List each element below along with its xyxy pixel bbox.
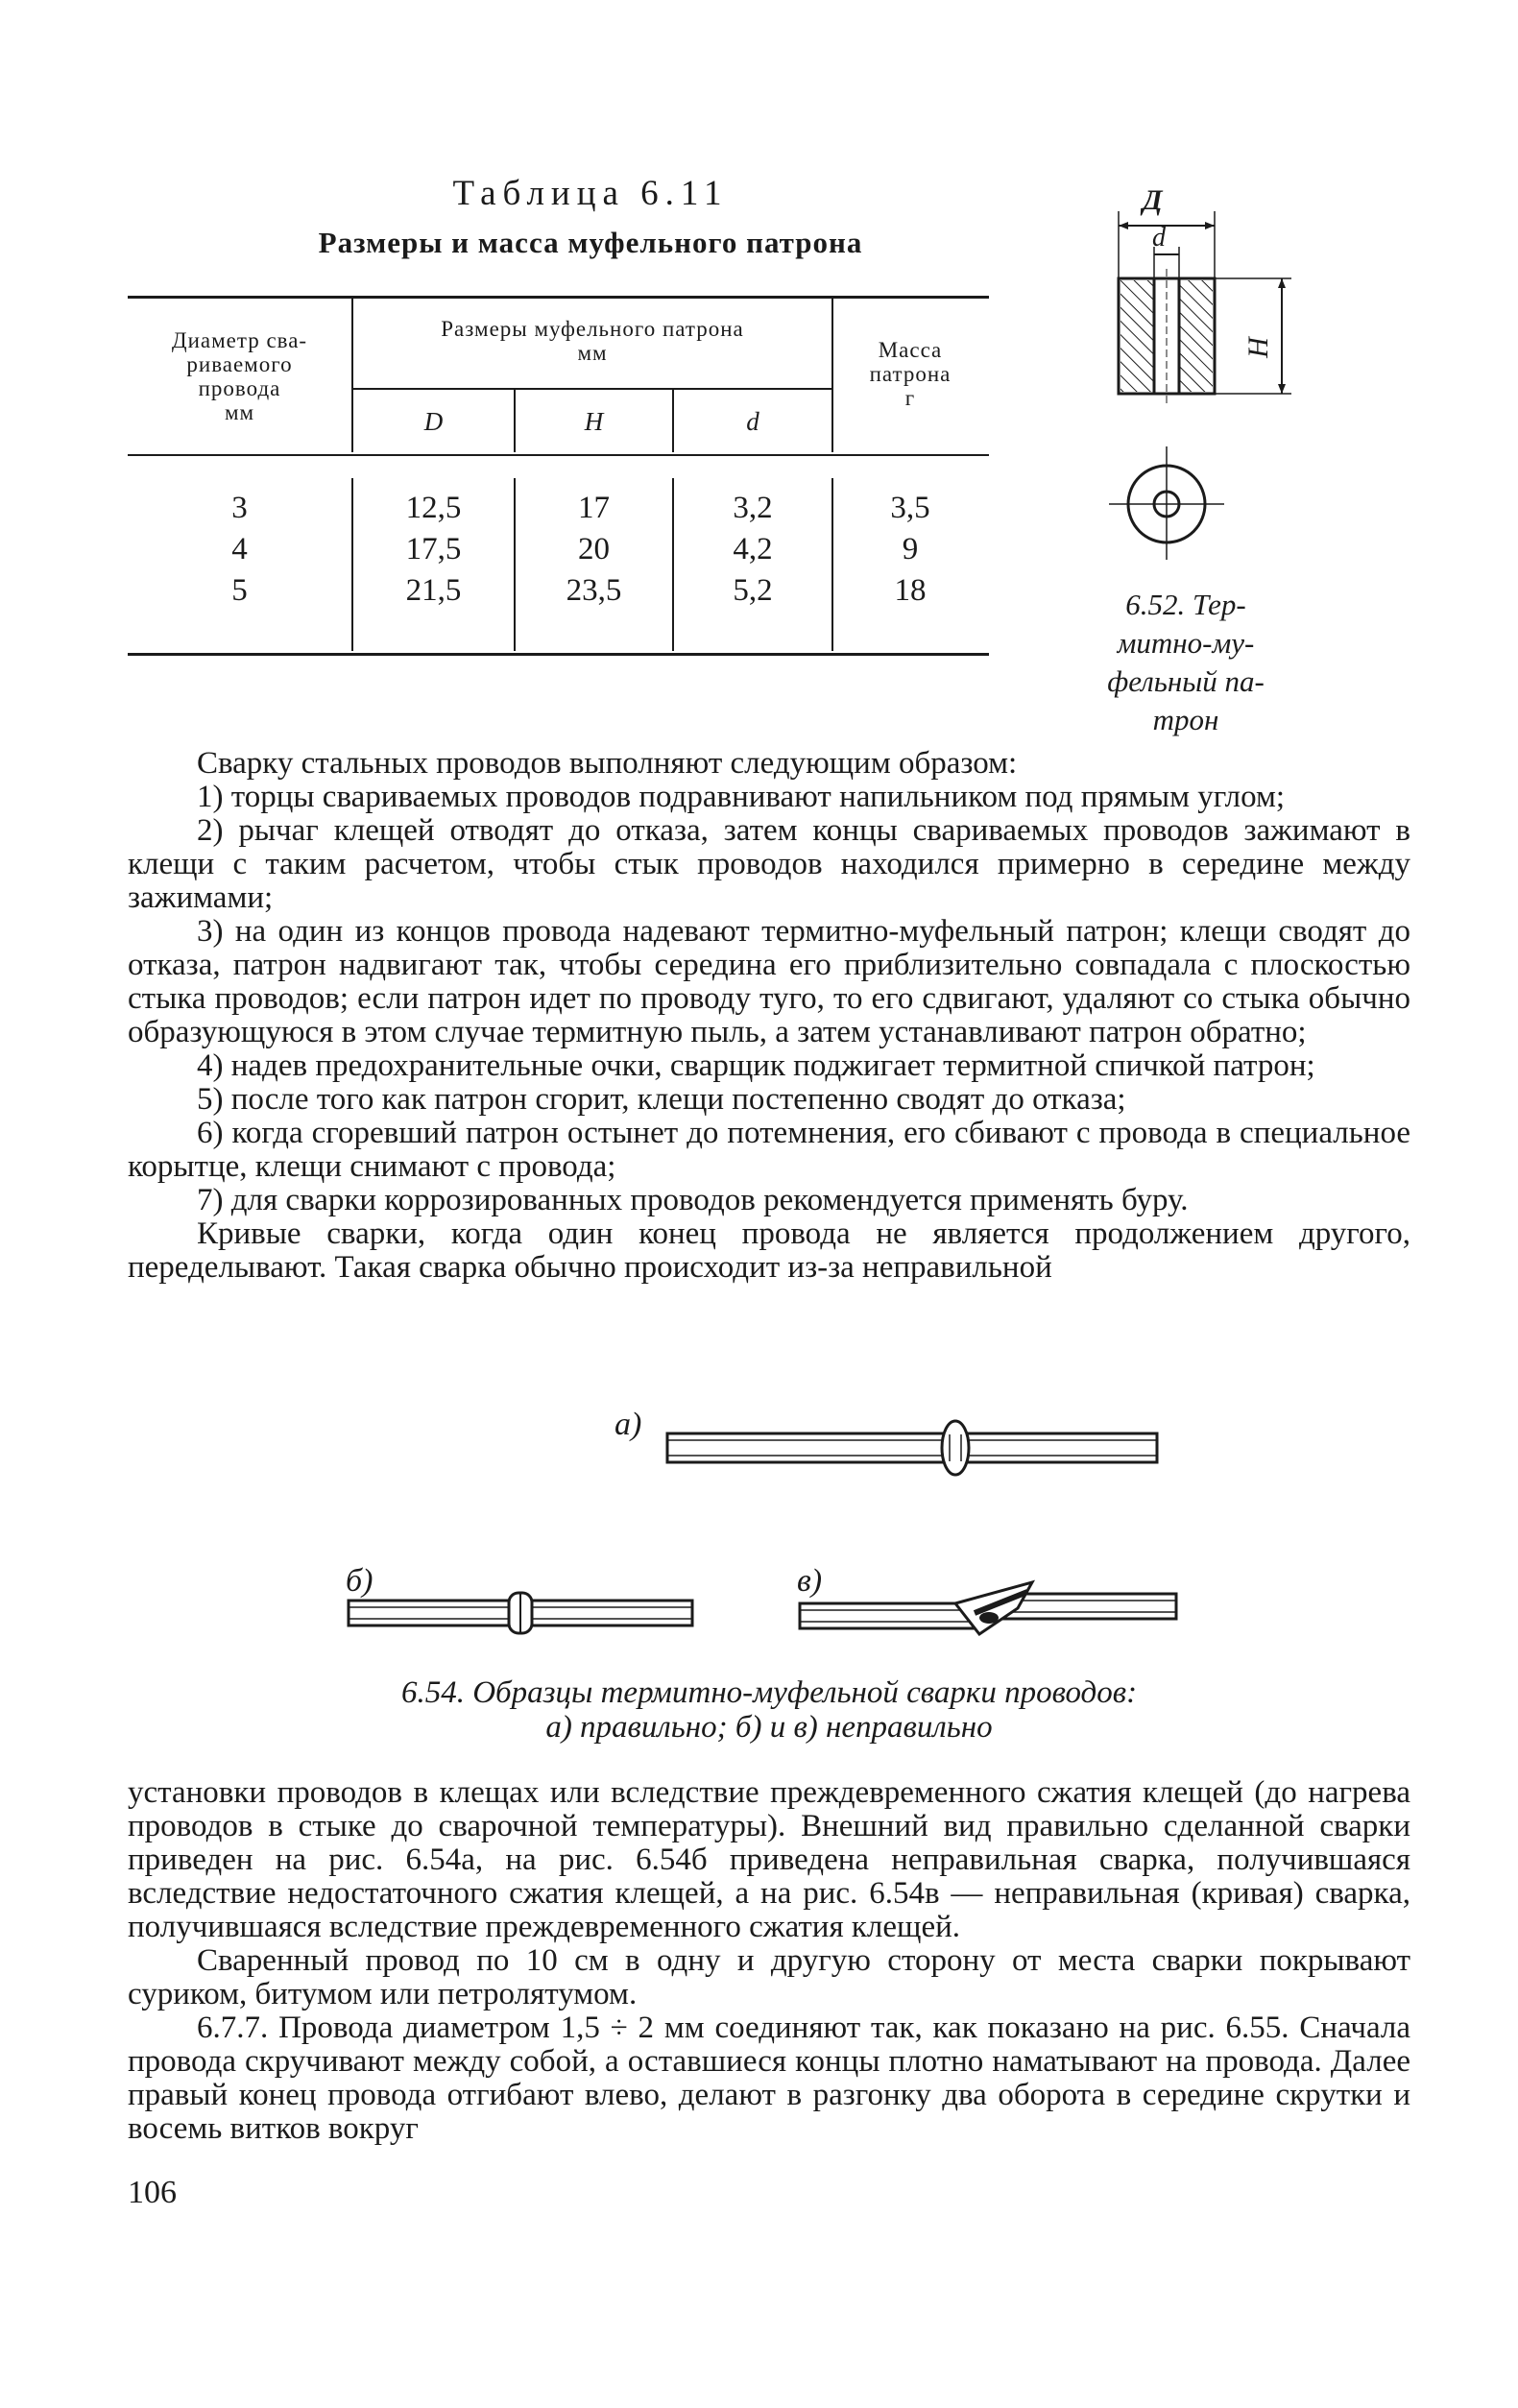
page-number: 106 (128, 2175, 177, 2210)
table-header-rule (128, 454, 989, 456)
header-dimensions: Размеры муфельного патрона мм (441, 317, 744, 365)
table-col-H: 17 20 23,5 (566, 491, 622, 608)
dim-D-label: Д (1143, 184, 1163, 216)
dim-d-label: d (1152, 223, 1166, 253)
header-diameter: Диаметр сва- риваемого провода мм (171, 328, 308, 424)
figure-6-54-label-v: в) (797, 1563, 823, 1599)
table-col-D: 12,5 17,5 21,5 (405, 491, 462, 608)
header-H: H (584, 407, 604, 436)
figure-6-54b-wire (346, 1589, 696, 1637)
figure-6-54v-wire (797, 1575, 1181, 1642)
figure-6-54-caption: 6.54. Образцы термитно-муфельной сварки проводов: а) правильно; б) и в) неправильно (400, 1675, 1138, 1745)
figure-6-54a-wire (663, 1419, 1162, 1477)
header-d: d (746, 407, 759, 436)
dim-H-label: H (1241, 337, 1274, 358)
table-subheader-rule (353, 388, 833, 390)
header-D: D (423, 407, 444, 436)
table-col-mass: 3,5 9 18 (890, 491, 930, 608)
table-label: Таблица 6.11 (452, 174, 729, 213)
figure-6-54-label-b: б) (346, 1563, 373, 1599)
figure-6-54-label-a: а) (614, 1407, 642, 1442)
table-bottom-rule (128, 653, 989, 656)
table-col-diameter: 3 4 5 (231, 491, 248, 608)
figure-6-52-caption: 6.52. Тер- митно-му- фельный па- трон (1107, 588, 1265, 736)
table-col-d: 3,2 4,2 5,2 (733, 491, 773, 608)
table-title: Размеры и масса муфельного патрона (318, 226, 863, 259)
table-top-rule (128, 296, 989, 299)
body-text-bottom: установки проводов в клещах или вследствие преждевременного сжатия клещей (до нагрева проводов в стыке до сварочной температуры). Внешний вид правильно сделанной сварки приведен на рис. 6.54а, на рис. 6.54б приведена неправильная сварка, получившаяся вследствие недостаточного сжатия клещей, а на рис. 6.54в — неправильная (кривая) сварка, получившаяся вследствие преждевременного сжатия клещей. Сваренный провод по 10 см в одну и другую сторону от места сварки покрывают суриком, битумом или петролятумом. 6.7.7. Провода диаметром 1,5 ÷ 2 мм соединяют так, как показано на рис. 6.55. Сначала провода скручивают между собой, а оставшиеся концы плотно наматывают на провода. Далее правый конец провода отгибают влево, делают в разгонку два оборота в середине скрутки и восемь витков вокруг (128, 1775, 1410, 2146)
figure-6-52-drawing (1095, 187, 1301, 562)
body-text-top: Сварку стальных проводов выполняют следующим образом: 1) торцы свариваемых проводов подравнивают напильником под прямым углом; 2) рычаг клещей отводят до отказа, затем концы свариваемых проводов зажимают в клещи с таким расчетом, чтобы стык проводов находился примерно в середине между зажимами; 3) на один из концов провода надевают термитно-муфельный патрон; клещи сводят до отказа, патрон надвигают так, чтобы середина его приблизительно совпадала с плоскостью стыка проводов; если патрон идет по проводу туго, то его сдвигают, удаляют со стыка обычно образующуюся в этом случае термитную пыль, а затем устанавливают патрон обратно; 4) надев предохранительные очки, сварщик поджигает термитной спичкой патрон; 5) после того как патрон сгорит, клещи постепенно сводят до отказа; 6) когда сгоревший патрон остынет до потемнения, его сбивают с провода в специальное корытце, клещи снимают с провода; 7) для сварки коррозированных проводов рекомендуется применять буру. Кривые сварки, когда один конец провода не является продолжением другого, переделывают. Такая сварка обычно происходит из-за неправильной (128, 746, 1410, 1285)
header-mass: Масса патрона г (869, 338, 952, 410)
